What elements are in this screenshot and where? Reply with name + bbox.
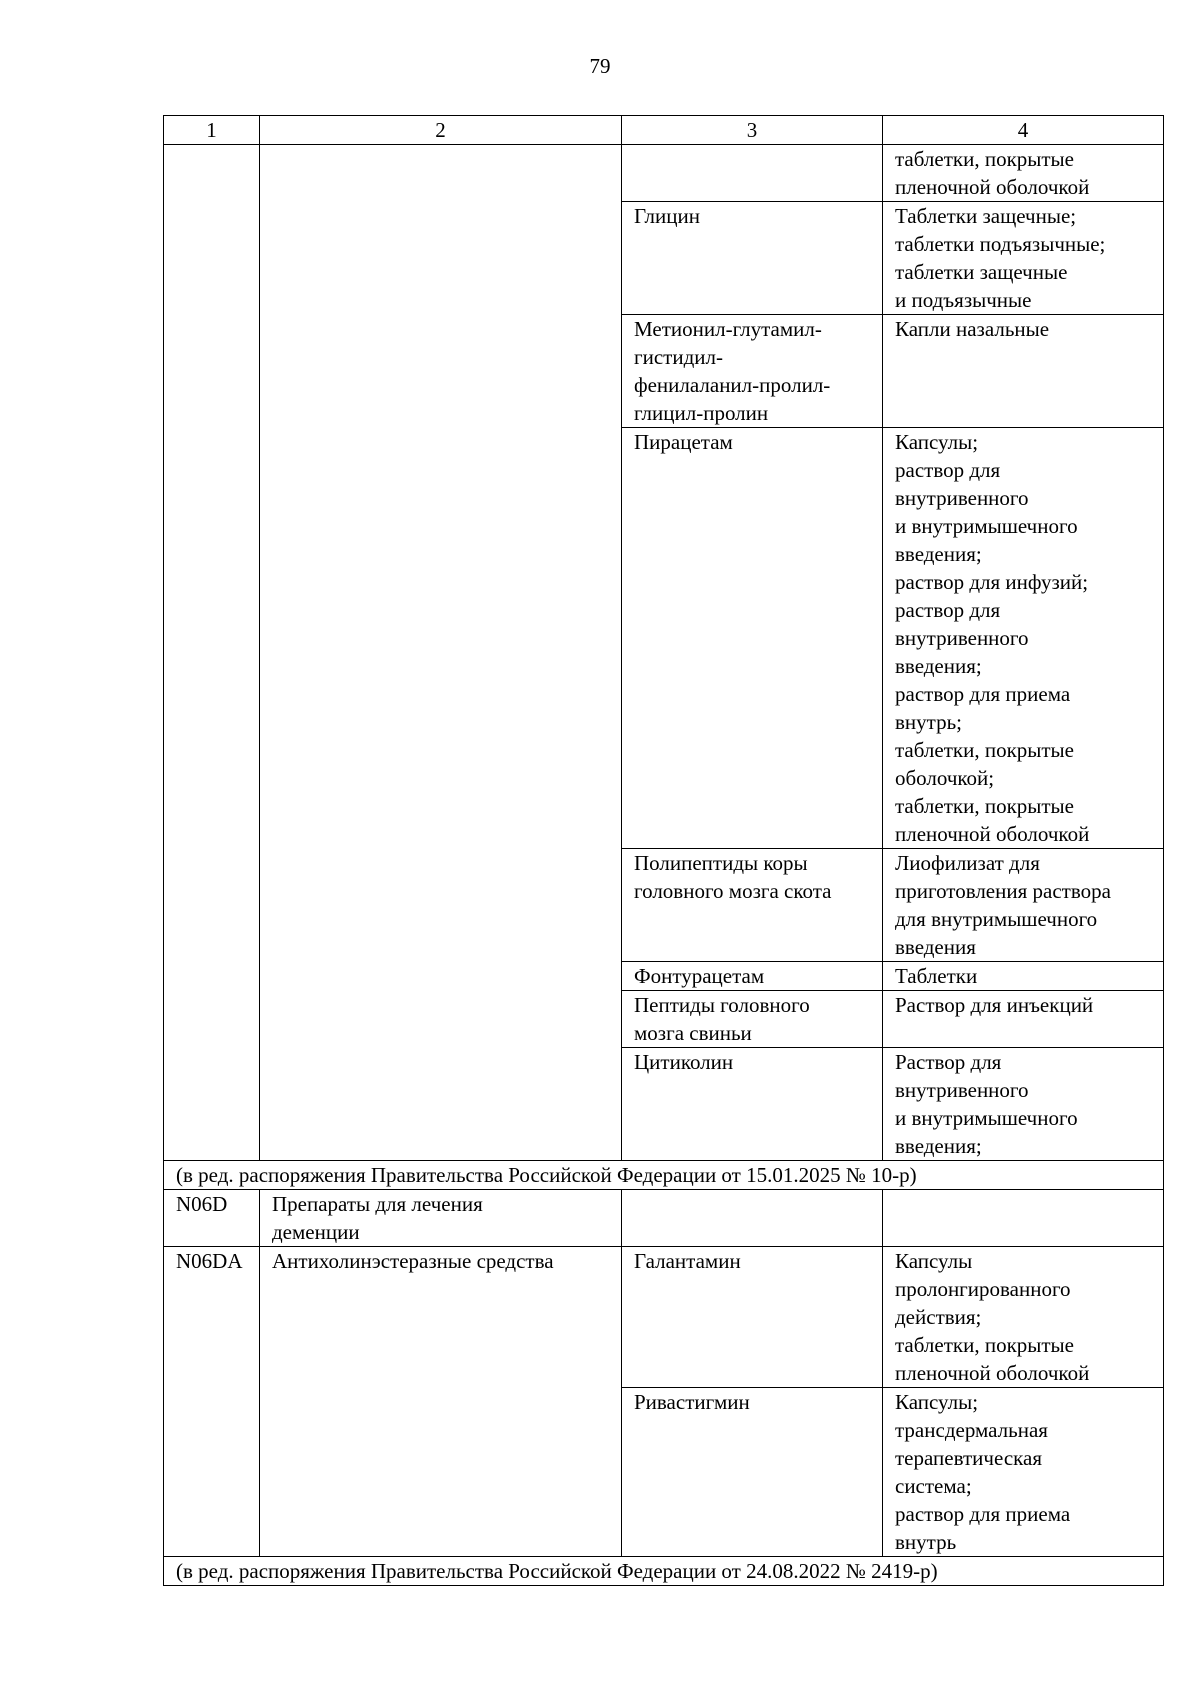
amendment-note: (в ред. распоряжения Правительства Российской Федерации от 24.08.2022 № 2419-р): [164, 1557, 1164, 1586]
dosage-form-cell: Таблетки защечные; таблетки подъязычные; таблетки защечные и подъязычные: [883, 202, 1164, 315]
atc-group-cell: Антихолинэстеразные средства: [260, 1247, 622, 1557]
table-row: [164, 1247, 1164, 1388]
atc-code-cell: N06D: [164, 1190, 260, 1247]
drug-name-cell: Глицин: [622, 202, 883, 315]
table-header-row: [164, 116, 1164, 145]
dosage-form-cell: Раствор для внутривенного и внутримышечного введения;: [883, 1048, 1164, 1161]
drug-name-cell: [622, 145, 883, 202]
drug-name-cell: Метионил-глутамил- гистидил- фенилаланил-пролил- глицил-пролин: [622, 315, 883, 428]
dosage-form-cell: Капсулы; трансдермальная терапевтическая система; раствор для приема внутрь: [883, 1388, 1164, 1557]
column-header-3: 3: [622, 116, 883, 145]
atc-group-cell: [260, 145, 622, 1161]
column-header-4: 4: [883, 116, 1164, 145]
drug-name-cell: Цитиколин: [622, 1048, 883, 1161]
amendment-note-row: [164, 1557, 1164, 1586]
page-number: 79: [589, 54, 611, 78]
amendment-note: (в ред. распоряжения Правительства Российской Федерации от 15.01.2025 № 10-р): [164, 1161, 1164, 1190]
drug-name-cell: Пептиды головного мозга свиньи: [622, 991, 883, 1048]
dosage-form-cell: Таблетки: [883, 962, 1164, 991]
dosage-form-cell: Капли назальные: [883, 315, 1164, 428]
drug-table: [163, 115, 1164, 1586]
drug-name-cell: Пирацетам: [622, 428, 883, 849]
drug-name-cell: Галантамин: [622, 1247, 883, 1388]
atc-group-cell: Препараты для лечения деменции: [260, 1190, 622, 1247]
atc-code-cell: [164, 145, 260, 1161]
table-row: [164, 1190, 1164, 1247]
dosage-form-cell: [883, 1190, 1164, 1247]
dosage-form-cell: Капсулы пролонгированного действия; таблетки, покрытые пленочной оболочкой: [883, 1247, 1164, 1388]
drug-name-cell: Полипептиды коры головного мозга скота: [622, 849, 883, 962]
dosage-form-cell: таблетки, покрытые пленочной оболочкой: [883, 145, 1164, 202]
drug-name-cell: Ривастигмин: [622, 1388, 883, 1557]
dosage-form-cell: Лиофилизат для приготовления раствора для внутримышечного введения: [883, 849, 1164, 962]
dosage-form-cell: Капсулы; раствор для внутривенного и внутримышечного введения; раствор для инфузий; раствор для внутривенного введения; раствор для приема внутрь; таблетки, покрытые оболочкой; таблетки, покрытые пленочной оболочкой: [883, 428, 1164, 849]
atc-code-cell: N06DA: [164, 1247, 260, 1557]
drug-name-cell: [622, 1190, 883, 1247]
column-header-2: 2: [260, 116, 622, 145]
amendment-note-row: [164, 1161, 1164, 1190]
dosage-form-cell: Раствор для инъекций: [883, 991, 1164, 1048]
table-row: [164, 145, 1164, 202]
column-header-1: 1: [164, 116, 260, 145]
drug-name-cell: Фонтурацетам: [622, 962, 883, 991]
